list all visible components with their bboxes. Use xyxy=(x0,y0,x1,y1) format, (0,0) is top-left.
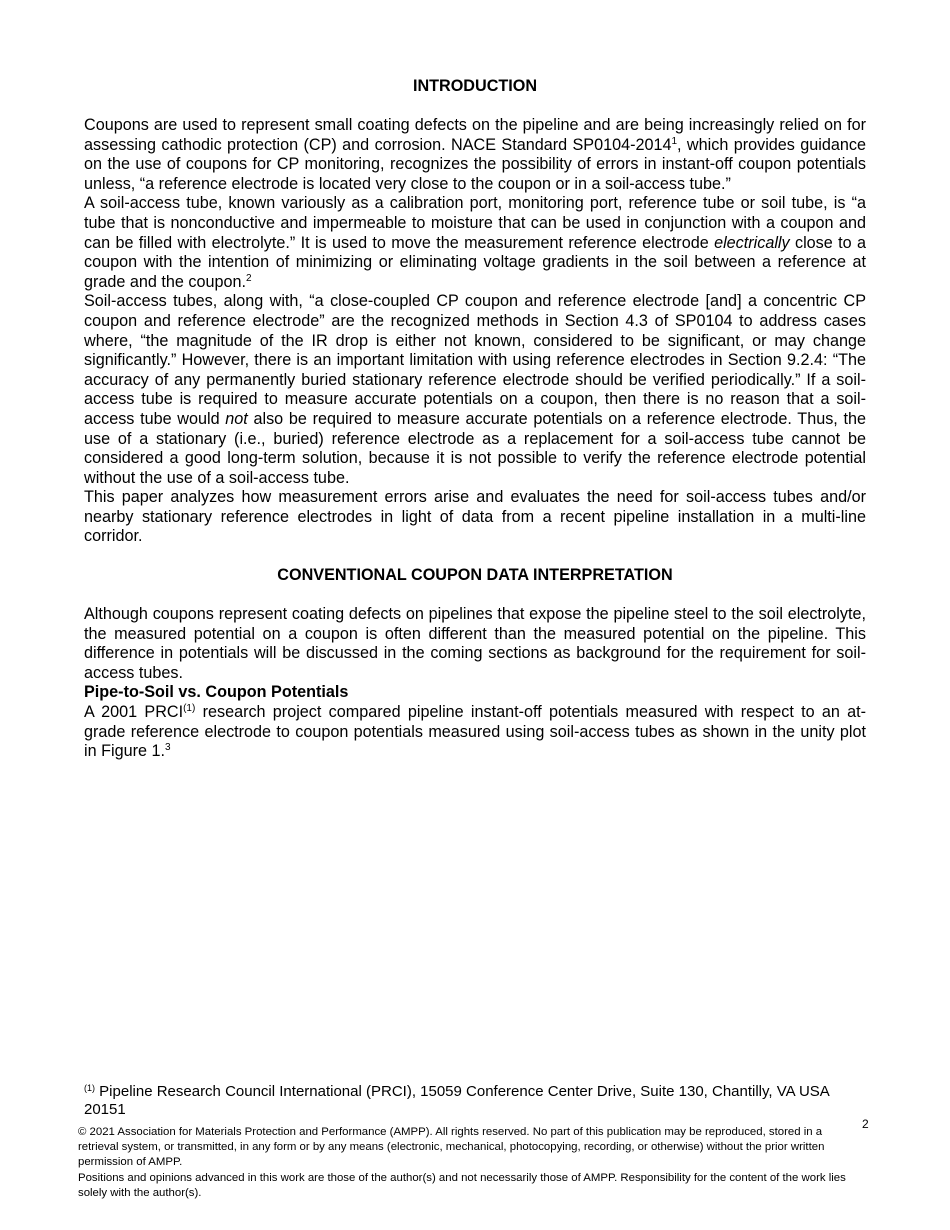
introduction-heading: INTRODUCTION xyxy=(412,77,538,95)
copyright-notice xyxy=(78,1125,848,1201)
page-number: 2 xyxy=(862,1117,869,1131)
intro-paragraph-1: Coupons are used to represent small coating defects on the pipeline and are being increasingly relied on for assessing cathodic protection (CP) and corrosion. NACE Standard SP0104-2014$^1$, which provides guidance on the use of coupons for CP monitoring, recognizes the possibility of errors in instant-off coupon potentials unless, “a reference electrode is located very close to the coupon or in a soil-access tube.” xyxy=(84,116,866,193)
intro-paragraph-2: A soil-access tube, known variously as a calibration port, monitoring port, reference tube or soil tube, is “a tube that is nonconductive and impermeable to moisture that can be used in conjunction with a coupon and can be filled with electrolyte.” It is used to move the measurement reference electrode electrically close to a coupon with the intention of minimizing or eliminating voltage gradients in the soil between a reference at grade and the coupon.$^2$ xyxy=(84,194,866,291)
subsection-heading: Pipe-to-Soil vs. Coupon Potentials xyxy=(84,683,349,702)
intro-paragraph-3: Soil-access tubes, along with, “a close-coupled CP coupon and reference electrode [and] a concentric CP coupon and reference electrode” are the recognized methods in Section 4.3 of SP0104 to address cases where, “the magnitude of the IR drop is either not known, considered to be significant, or may change significantly.” However, there is an important limitation with using reference electrodes in Section 9.2.4: “The accuracy of any permanently buried stationary reference electrode should be verified periodically.” If a soil-access tube is required to measure accurate potentials on a coupon, then there is no reason that a soil-access tube would not also be required to measure accurate potentials on a reference electrode. Thus, the use of a stationary (i.e., buried) reference electrode as a replacement for a soil-access tube cannot be considered a good long-term solution, because it is not possible to verify the reference electrode potential without the use of a soil-access tube. xyxy=(84,292,866,487)
footnote-marker: (1) xyxy=(183,703,196,715)
disclaimer-line: Positions and opinions advanced in this work are those of the author(s) and not necessarily those of AMPP. Responsibility for the content of the work lies solely with the author(s). xyxy=(78,1171,846,1199)
conventional-heading: CONVENTIONAL COUPON DATA INTERPRETATION xyxy=(277,566,673,585)
footnote: $^{(1)}$ Pipeline Research Council International (PRCI), 15059 Conference Center Drive, Suite 130, Chantilly, VA USA 20151 xyxy=(84,1083,829,1118)
reference-3: 3 xyxy=(164,742,171,754)
reference-2: 2 xyxy=(246,272,252,284)
conventional-paragraph-2: A 2001 PRCI$^{(1)}$ research project compared pipeline instant-off potentials measured with respect to an at-grade reference electrode to coupon potentials measured using soil-access tubes as shown in the unity plot in Figure 1.$^3$ xyxy=(84,703,866,761)
copyright-line: © 2021 Association for Materials Protection and Performance (AMPP). All rights reserved. No part of this publication may be reproduced, stored in a retrieval system, or transmitted, in any form or by any means (electronic, mechanical, photocopying, recording, or otherwise) without the prior written permission of AMPP. xyxy=(78,1126,825,1169)
reference-1: 1 xyxy=(671,135,678,147)
page-body xyxy=(84,76,866,762)
intro-paragraph-4: This paper analyzes how measurement errors arise and evaluates the need for soil-access tubes and/or nearby stationary reference electrodes in light of data from a recent pipeline installation in a multi-line corridor. xyxy=(84,488,866,546)
footnote-label: (1) xyxy=(84,1083,95,1093)
conventional-paragraph-1: Although coupons represent coating defects on pipelines that expose the pipeline steel to the soil electrolyte, the measured potential on a coupon is often different than the measured potential on the pipeline. This difference in potentials will be discussed in the coming sections as background for the requirement for soil-access tubes. xyxy=(84,605,866,682)
